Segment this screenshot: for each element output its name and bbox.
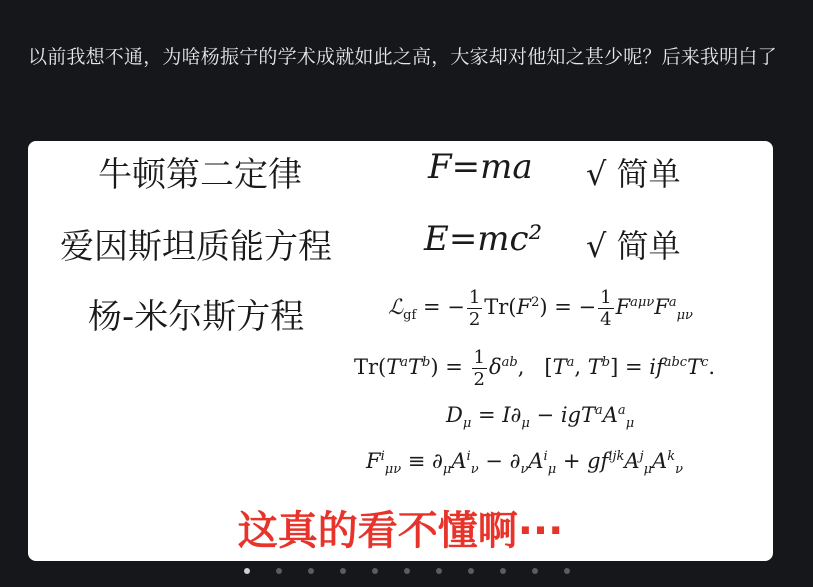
pager-dot[interactable] bbox=[276, 568, 282, 574]
formula-newton: F=ma bbox=[428, 147, 533, 187]
pager-dot[interactable] bbox=[564, 568, 570, 574]
pager-dot[interactable] bbox=[340, 568, 346, 574]
verdict-newton: √ 简单 bbox=[586, 155, 681, 193]
pager-dot[interactable] bbox=[404, 568, 410, 574]
pager-dot[interactable] bbox=[436, 568, 442, 574]
pager-dot[interactable] bbox=[532, 568, 538, 574]
verdict-einstein: √ 简单 bbox=[586, 227, 681, 265]
pager-dot[interactable] bbox=[308, 568, 314, 574]
equation-field-strength: $F^i_{\mu\nu} \equiv \partial_\mu A^i_\nu - \partial_\nu A^i_\mu + gf^{ijk}A^j_\mu A^k_\nu$ bbox=[366, 449, 684, 478]
pager-dot[interactable] bbox=[468, 568, 474, 574]
pager-dot[interactable] bbox=[500, 568, 506, 574]
row-label-einstein: 爱因斯坦质能方程 bbox=[60, 227, 332, 267]
image-caption: 这真的看不懂啊··· bbox=[237, 508, 564, 554]
equation-lagrangian: ℒ$_{gf}$ = − $\frac{1}{2}$ $Tr(F^2)$ = − $\frac{1}{4}$ $F^{a\mu\nu}F^a_{\mu\nu}$ bbox=[388, 287, 693, 330]
row-label-newton: 牛顿第二定律 bbox=[98, 155, 302, 195]
pager-dot[interactable] bbox=[372, 568, 378, 574]
row-label-yang-mills: 杨-米尔斯方程 bbox=[88, 297, 305, 337]
carousel-pager[interactable] bbox=[0, 561, 813, 571]
pager-dot[interactable] bbox=[244, 568, 250, 574]
equation-trace: $Tr(T^aT^b)$ = $\frac{1}{2}$ $\delta^{ab}$, [$T^a$, $T^b] = if^{abc}T^c$. bbox=[354, 347, 716, 390]
post-image[interactable] bbox=[28, 141, 773, 561]
post-text: 以前我想不通，为啥杨振宁的学术成就如此之高，大家却对他知之甚少呢？后来我明白了 bbox=[28, 46, 777, 68]
formula-einstein: E=mc² bbox=[424, 219, 543, 259]
equation-covariant-derivative: $D_\mu = I\partial_\mu - igT^aA^a_\mu$ bbox=[446, 403, 635, 432]
